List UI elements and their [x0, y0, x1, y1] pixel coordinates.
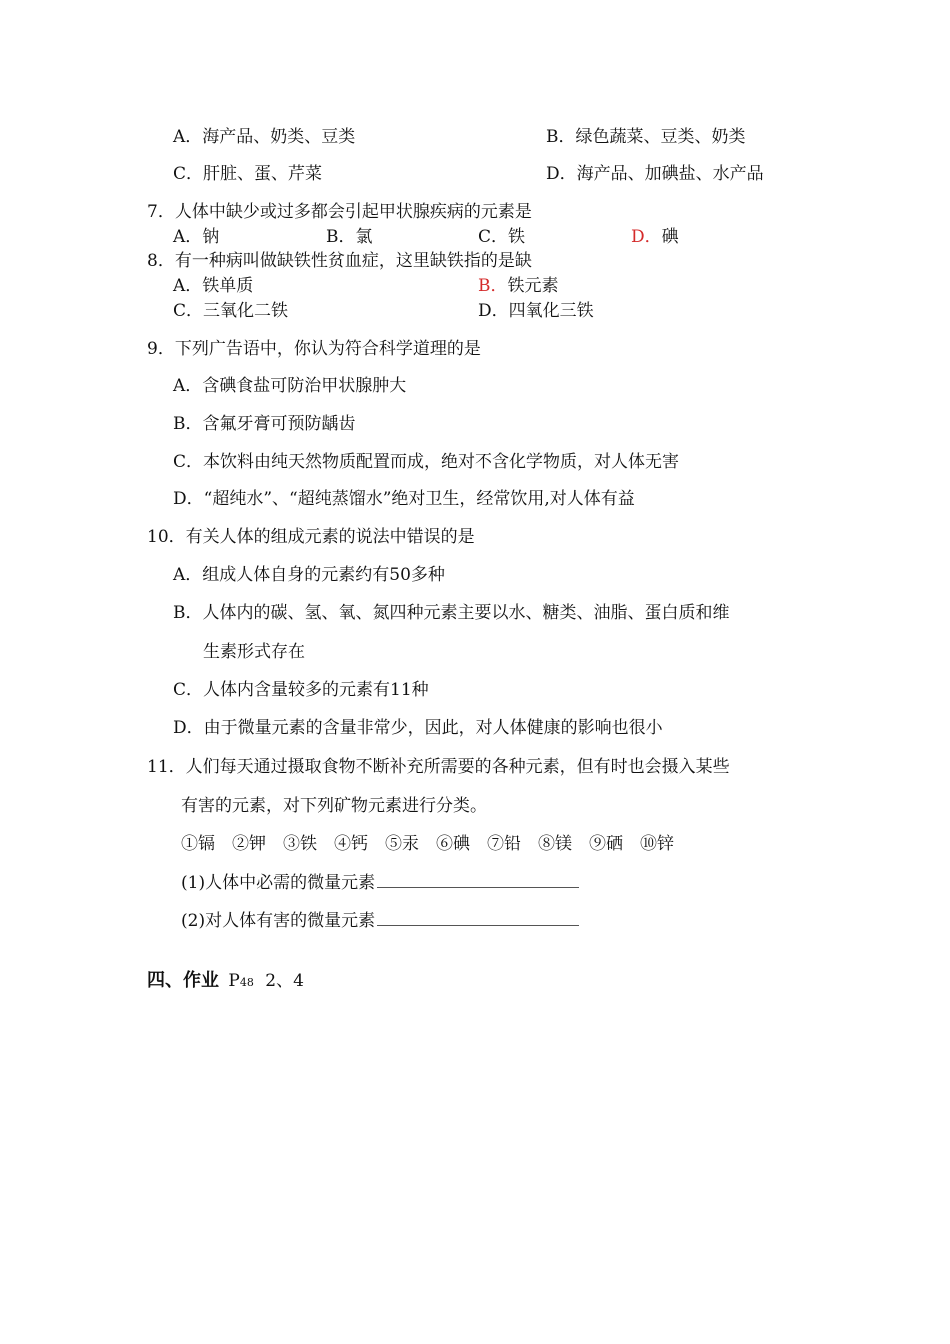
q8-option-b-text: 铁元素	[507, 276, 559, 296]
q11-sub1-label: (1)人体中必需的微量元素	[181, 873, 376, 893]
q7-option-b: B．氯	[326, 227, 373, 247]
q8-option-b	[478, 275, 559, 297]
q6-option-d: D．海产品、加碘盐、水产品	[546, 164, 764, 184]
q10-option-a: A．组成人体自身的元素约有50多种	[173, 565, 445, 585]
q8-answer-letter: B．	[478, 276, 508, 296]
q6-option-b: B．绿色蔬菜、豆类、奶类	[546, 127, 746, 147]
homework-line	[147, 970, 304, 994]
q10-option-b-line2: 生素形式存在	[203, 642, 305, 662]
q9-stem: 9．下列广告语中，你认为符合科学道理的是	[147, 339, 481, 359]
homework-heading: 四、作业	[147, 970, 219, 991]
q6-option-c: C．肝脏、蛋、芹菜	[173, 164, 323, 184]
q11-sub2	[181, 909, 579, 932]
q7-option-c: C．铁	[478, 227, 526, 247]
q10-option-c: C．人体内含量较多的元素有11种	[173, 680, 429, 700]
q11-sub2-label: (2)对人体有害的微量元素	[181, 911, 376, 931]
q10-option-b-line1: B．人体内的碳、氢、氧、氮四种元素主要以水、糖类、油脂、蛋白质和维	[173, 603, 730, 623]
q9-option-b: B．含氟牙膏可预防龋齿	[173, 414, 356, 434]
q9-option-d: D．“超纯水”、“超纯蒸馏水”绝对卫生，经常饮用,对人体有益	[173, 489, 635, 509]
q8-option-d: D．四氧化三铁	[478, 301, 594, 321]
homework-items: 2、4	[265, 971, 304, 991]
q6-option-a: A．海产品、奶类、豆类	[173, 127, 356, 147]
q7-answer-letter: D．	[631, 227, 662, 247]
q10-stem: 10．有关人体的组成元素的说法中错误的是	[147, 527, 475, 547]
q8-stem: 8．有一种病叫做缺铁性贫血症，这里缺铁指的是缺	[147, 251, 532, 271]
q9-option-a: A．含碘食盐可防治甲状腺肿大	[173, 376, 407, 396]
q7-option-d-text: 碘	[661, 227, 679, 247]
q11-sub1-blank[interactable]	[377, 871, 579, 888]
q10-option-d: D．由于微量元素的含量非常少，因此，对人体健康的影响也很小	[173, 718, 663, 738]
homework-page-number: 48	[239, 976, 254, 989]
q11-sub2-blank[interactable]	[377, 909, 579, 926]
q11-sub1	[181, 871, 579, 894]
q8-option-c: C．三氧化二铁	[173, 301, 289, 321]
homework-page-prefix: P	[228, 971, 240, 991]
q11-element-list: ①镉 ②钾 ③铁 ④钙 ⑤汞 ⑥碘 ⑦铅 ⑧镁 ⑨硒 ⑩锌	[181, 834, 674, 854]
q8-option-a: A．铁单质	[173, 276, 254, 296]
q9-option-c: C．本饮料由纯天然物质配置而成，绝对不含化学物质，对人体无害	[173, 452, 680, 472]
q7-option-a: A．钠	[173, 227, 220, 247]
q7-stem: 7．人体中缺少或过多都会引起甲状腺疾病的元素是	[147, 202, 532, 222]
q11-stem-line2: 有害的元素，对下列矿物元素进行分类。	[181, 796, 487, 816]
q7-option-d	[631, 226, 679, 248]
q11-stem-line1: 11．人们每天通过摄取食物不断补充所需要的各种元素，但有时也会摄入某些	[147, 757, 730, 777]
